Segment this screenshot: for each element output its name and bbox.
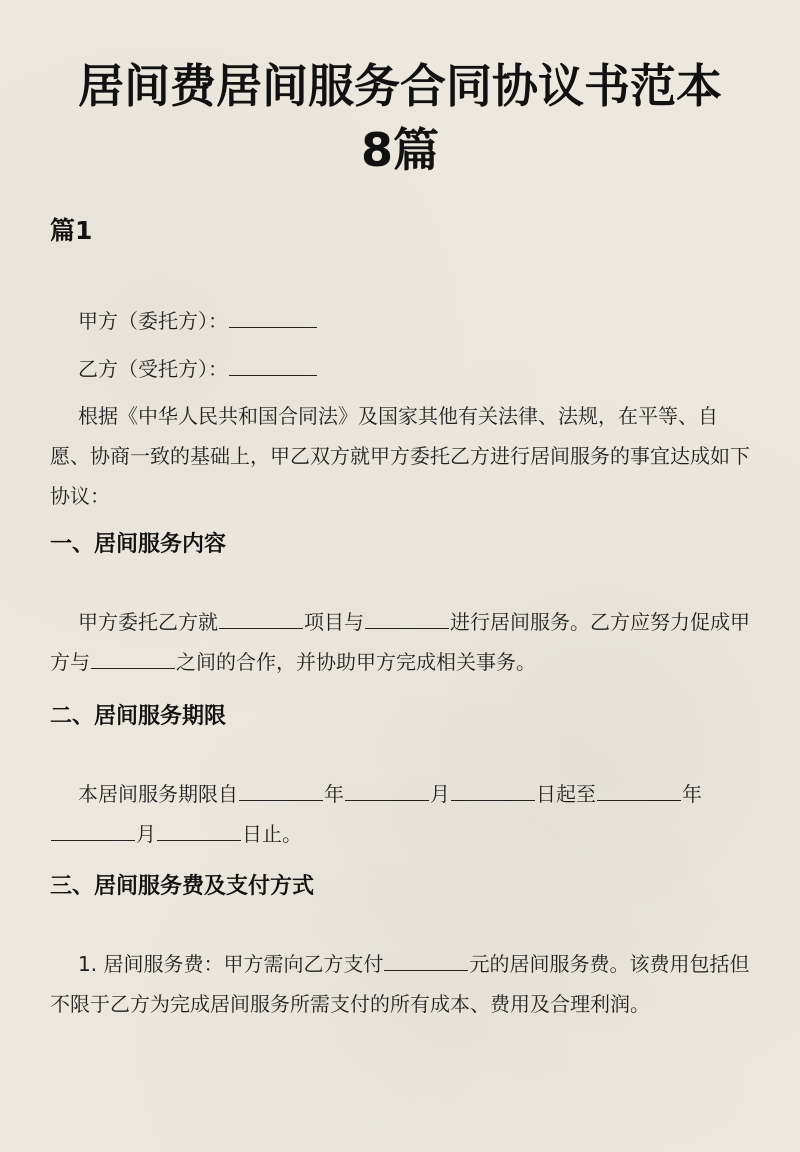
section-3-heading: 三、居间服务费及支付方式 <box>50 874 315 899</box>
document-title-line-2: 8篇 <box>360 123 439 177</box>
s2-blank-4 <box>597 782 681 801</box>
document-title-line-1: 居间费居间服务合同协议书范本 <box>78 59 722 113</box>
s1-text-3: 进行居间服务。乙方应努力促成甲方与 <box>50 610 750 674</box>
s3-text-2: 元的居间服务费。该费用包括但不限于乙方为完成居间服务所需支付的所有成本、费用及合理利润。 <box>50 952 750 1016</box>
s2-blank-1 <box>239 782 323 801</box>
section-1-heading: 一、居间服务内容 <box>50 532 227 557</box>
party-b-label: 乙方（受托方）： <box>78 357 228 381</box>
section-3-paragraph <box>50 944 750 1024</box>
party-b-blank <box>229 357 317 376</box>
s3-blank-1 <box>384 952 468 971</box>
party-a-blank <box>229 309 317 328</box>
section-2-paragraph <box>50 774 750 854</box>
s2-text-1: 本居间服务期限自 <box>78 782 238 806</box>
s2-text-2: 年 <box>324 782 344 806</box>
s3-text-1: 1. 居间服务费：甲方需向乙方支付 <box>78 952 384 976</box>
s2-text-3: 月 <box>430 782 450 806</box>
section-1-paragraph <box>50 602 750 682</box>
party-a-label: 甲方（委托方）： <box>78 309 228 333</box>
s2-blank-6 <box>157 822 241 841</box>
s1-blank-3 <box>91 650 175 669</box>
intro-paragraph: 根据《中华人民共和国合同法》及国家其他有关法律、法规，在平等、自愿、协商一致的基础上，甲乙双方就甲方委托乙方进行居间服务的事宜达成如下协议： <box>50 404 750 508</box>
section-label: 篇1 <box>50 216 93 245</box>
s2-text-4: 日起至 <box>536 782 596 806</box>
s1-blank-2 <box>365 610 449 629</box>
s2-text-7: 日止。 <box>242 822 302 846</box>
s2-blank-3 <box>451 782 535 801</box>
s1-text-4: 之间的合作，并协助甲方完成相关事务。 <box>176 650 536 674</box>
s2-blank-5 <box>51 822 135 841</box>
s1-blank-1 <box>219 610 303 629</box>
s2-blank-2 <box>345 782 429 801</box>
s1-text-2: 项目与 <box>304 610 364 634</box>
party-a-line <box>78 306 318 336</box>
s2-text-5: 年 <box>682 782 702 806</box>
section-2-heading: 二、居间服务期限 <box>50 704 227 729</box>
party-b-line <box>78 354 318 384</box>
s2-text-6: 月 <box>136 822 156 846</box>
s1-text-1: 甲方委托乙方就 <box>78 610 218 634</box>
